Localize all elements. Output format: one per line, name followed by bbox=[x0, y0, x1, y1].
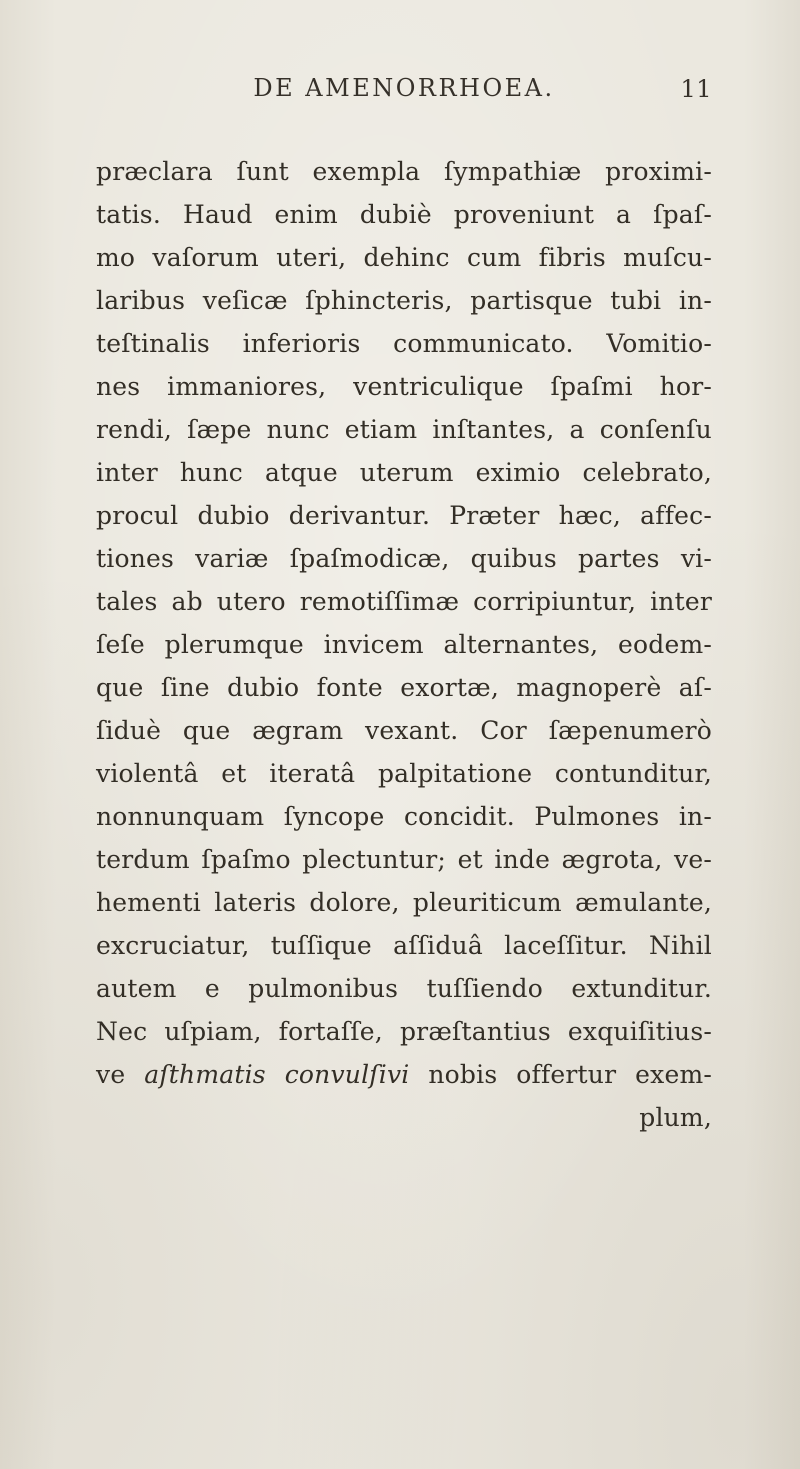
text-line: ſiduè que ægram vexant. Cor ſæpenumerò bbox=[96, 716, 712, 745]
text-line: procul dubio derivantur. Præter hæc, affec- bbox=[96, 501, 712, 530]
text-line: tales ab utero remotiſſimæ corripiuntur, inter bbox=[96, 587, 712, 616]
running-title: DE AMENORRHOEA. bbox=[253, 74, 555, 102]
text-line: mo vaſorum uteri, dehinc cum fibris muſcu- bbox=[96, 243, 712, 272]
text-line: Nec uſpiam, fortaſſe, præſtantius exquiſitius- bbox=[96, 1017, 712, 1046]
text-line: tatis. Haud enim dubiè proveniunt a ſpaſ- bbox=[96, 200, 712, 229]
text-line: tiones variæ ſpaſmodicæ, quibus partes vi- bbox=[96, 544, 712, 573]
text-line: que ſine dubio fonte exortæ, magnoperè aſ- bbox=[96, 673, 712, 702]
text-line: violentâ et iteratâ palpitatione contunditur, bbox=[96, 759, 712, 788]
text-line: præclara ſunt exempla ſympathiæ proximi- bbox=[96, 157, 712, 186]
text-segment: ve bbox=[96, 1060, 145, 1089]
text-line: autem e pulmonibus tuſſiendo extunditur. bbox=[96, 974, 712, 1003]
catchword: plum, bbox=[639, 1103, 712, 1132]
text-line-with-italic bbox=[96, 1053, 712, 1096]
text-segment: nobis offertur exem- bbox=[409, 1060, 713, 1089]
text-line: teſtinalis inferioris communicato. Vomitio- bbox=[96, 329, 712, 358]
page-number: 11 bbox=[680, 75, 712, 103]
text-line: excruciatur, tuſſique aſſiduâ laceſſitur. Nihil bbox=[96, 931, 712, 960]
italic-phrase: aſthmatis convulſivi bbox=[144, 1060, 410, 1089]
text-line: terdum ſpaſmo plectuntur; et inde ægrota, ve- bbox=[96, 845, 712, 874]
text-line: nes immaniores, ventriculique ſpaſmi hor- bbox=[96, 372, 712, 401]
text-line: inter hunc atque uterum eximio celebrato, bbox=[96, 458, 712, 487]
text-line: nonnunquam ſyncope concidit. Pulmones in- bbox=[96, 802, 712, 831]
text-line: laribus veſicæ ſphincteris, partisque tubi in- bbox=[96, 286, 712, 315]
text-line: ſeſe plerumque invicem alternantes, eodem- bbox=[96, 630, 712, 659]
body-text bbox=[96, 150, 712, 1139]
text-line: hementi lateris dolore, pleuriticum æmulante, bbox=[96, 888, 712, 917]
page-header bbox=[96, 74, 712, 108]
text-line: rendi, ſæpe nunc etiam inſtantes, a conſenſu bbox=[96, 415, 712, 444]
